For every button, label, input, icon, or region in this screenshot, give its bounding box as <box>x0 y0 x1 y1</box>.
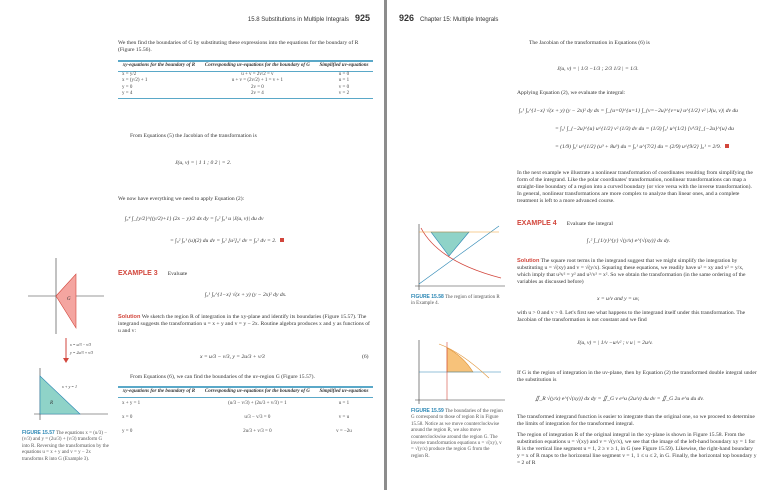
table-cell: x + y = 1 <box>122 401 141 406</box>
table-cell: v = u <box>338 414 350 420</box>
double-integral: ∬_R √(y/x) e^{√(xy)} dx dy = ∬_G v e^u (2u/v) du dv = ∬_G 2u e^u du dv. <box>535 396 704 402</box>
region-g <box>447 348 473 372</box>
g-region-paragraph: If G is the region of integration in the uv-plane, then by Equation (2) the transformed double integral under the substitution is <box>517 370 757 383</box>
transform-equations: x = u/v and y = uv, <box>597 296 640 302</box>
figure-label: FIGURE 15.57 <box>22 430 55 436</box>
example-4-integral: ∫₁² ∫_{1/y}^{y} √(y/x) e^{√(xy)} dx dy. <box>587 238 671 244</box>
eq-y-label: y = 2u/3 + v/3 <box>70 350 94 355</box>
boundary-table-2 <box>118 386 373 439</box>
region-r <box>40 376 80 414</box>
table-cell: v = −2u <box>336 428 352 434</box>
intro-paragraph: We then find the boundaries of G by substituting these expressions into the equations for the boundary of R (Figure 15.56). <box>118 40 359 53</box>
figure-label: FIGURE 15.58 <box>411 294 444 300</box>
table-cell: u + v = (2v/2) + 1 = v + 1 <box>231 78 284 83</box>
solution-label: Solution <box>517 258 540 264</box>
table-row <box>118 411 373 425</box>
table-cell: u = 1 <box>338 401 350 406</box>
figure-15-57 <box>20 256 112 428</box>
table-cell: u/3 − v/3 = 0 <box>244 414 271 420</box>
figure-15-58-caption <box>411 294 503 308</box>
integral-line-2-text: = ∫₀² ∫₀¹ (u)(2) du dv = ∫₀² [u²]₀¹ dv = ∫₀² dv = 2. <box>170 238 277 244</box>
table-cell: x = y/2 <box>122 71 137 77</box>
jacobian-equation-2: J(u, v) = | 1/3 −1/3 ; 2/3 1/3 | = 1/3. <box>557 66 639 72</box>
region-paragraph: The region of integration R of the original integral in the xy-plane is shown in Figure 15.58. From the substitution equations u = √(xy) and v = √(y/x), we see that the image of the left-hand boundary xy = 1 for R is the vertical line segment u = 1, 2 ≥ v ≥ 1, in G (see Figure 15.59). Likewise, the right-hand boundary y = x of R maps to the horizontal line segment v = 1, 1 ≤ u ≤ 2, in G. Finally, the horizontal top boundary y = 2 of R <box>517 432 757 466</box>
page-number: 925 <box>354 13 370 23</box>
applying-paragraph: Applying Equation (2), we evaluate the integral: <box>517 90 626 96</box>
table-cell: y = 4 <box>122 91 133 96</box>
figure-caption-text: The equations x = (u/3) − (v/3) and y = (2u/3) + (v/3) transform G into R. Reversing the transformation by the equations u = x + y and v = y − 2x transforms R into G (Example 3). <box>22 431 109 462</box>
running-head-text: 15.8 Substitutions in Multiple Integrals <box>247 17 349 23</box>
table-cell: y = 0 <box>122 84 133 90</box>
integral-line-1: ∫₀⁴ ∫_{y/2}^{(y/2)+1} (2x − y)/2 dx dy = ∫₀² ∫₀¹ u |J(u, v)| du dv <box>125 216 264 222</box>
solution-text: We sketch the region R of integration in the xy-plane and identify its boundaries (Figure 15.57). The integrand suggests the transformation u = x + y and v = y − 2x. Routine algebra produces x and y as functions of u and v: <box>118 314 370 334</box>
figure-15-59 <box>409 338 509 406</box>
solution-paragraph <box>118 314 373 335</box>
region-g <box>56 274 76 328</box>
table2-header-1: xy-equations for the boundary of R <box>118 387 200 397</box>
example-label: EXAMPLE 3 <box>118 270 158 277</box>
table-cell: v = 2 <box>338 91 350 96</box>
arrow-head-icon <box>63 358 69 363</box>
jacobian-equation: J(u, v) = | 1 1 ; 0 2 | = 2. <box>175 160 232 166</box>
example-label: EXAMPLE 4 <box>517 220 557 227</box>
table1-header-1: xy-equations for the boundary of R <box>118 61 200 71</box>
calc-line-2: = ∫₀¹ ∫_{−2u}^{u} u^{1/2} v² (1/3) dv du = (1/3) ∫₀¹ u^{1/2} [v³/3]_{−2u}^{u} du <box>555 126 734 132</box>
region-r-label: R <box>50 401 54 406</box>
figure-15-58 <box>409 222 509 292</box>
calc-line-3 <box>555 144 729 150</box>
solution-text: The square root terms in the integrand suggest that we might simplify the integration by substituting u = √(xy) and v = √(y/x). Squaring these equations, we readily have u² = xy and v² = y/x, which imply that u²v² = y² and u²/v² = x². So we obtain the transformation (in the same ordering of the variables as discussed before) <box>517 258 746 285</box>
table-row <box>118 91 373 98</box>
transform-paragraph: with u > 0 and v > 0. Let's first see what happens to the integrand itself under this transformation. The Jacobian of the transformation is not constant and we find <box>517 310 746 323</box>
line-label: x + y = 1 <box>62 384 77 389</box>
right-page <box>387 0 768 490</box>
figure-caption-text: The region of integration R in Example 4. <box>411 295 500 307</box>
solution-label: Solution <box>118 314 141 320</box>
figure-label: FIGURE 15.59 <box>411 408 444 414</box>
end-of-proof-icon <box>280 238 284 242</box>
eq-x-label: x = u/3 − v/3 <box>70 342 92 347</box>
example-task: Evaluate the integral <box>566 221 613 227</box>
table-cell: 2u/3 + v/3 = 0 <box>243 428 272 434</box>
table-cell: (u/3 − v/3) + (2u/3 + v/3) = 1 <box>228 401 287 406</box>
table-cell: y = 0 <box>122 428 133 434</box>
equation-6-number: (6) <box>362 354 369 360</box>
table2-header-3: Simplified uv-equations <box>315 387 373 397</box>
figure-caption-text: The boundaries of the region G correspond to those of region R in Figure 15.58. Notice as we move counterclockwise around the region R, we also move counterclockwise around the region G. The inverse transformation equations u = √(xy), v = √(y/x) produce the region G from the region R. <box>411 409 503 459</box>
table-row <box>118 397 373 411</box>
table-row <box>118 425 373 439</box>
figure-15-57-caption <box>22 430 110 463</box>
table-cell: u = 0 <box>338 71 350 77</box>
integral-line-2 <box>170 238 284 244</box>
from-paragraph: From Equations (6), we can find the boundaries of the uv-region G (Figure 15.57). <box>130 374 315 380</box>
now-paragraph: We now have everything we need to apply Equation (2): <box>118 196 245 202</box>
equation-6: x = u/3 − v/3, y = 2u/3 + v/3 <box>200 354 265 360</box>
table-cell: 2v = 0 <box>250 84 264 90</box>
jacobian-intro-2: The Jacobian of the transformation in Equations (6) is <box>529 40 650 46</box>
table1-header-2: Corresponding uv-equations for the boundary of G <box>200 61 315 71</box>
running-head-right <box>399 13 498 23</box>
jacobian-intro: From Equations (5) the Jacobian of the transformation is <box>130 133 257 139</box>
table-row <box>118 71 373 78</box>
table1-header-3: Simplified uv-equations <box>315 61 373 71</box>
figure-15-59-caption <box>411 408 503 460</box>
region-r <box>431 232 469 256</box>
example-3-integral: ∫₀¹ ∫₀^{1−x} √(x + y) (y − 2x)² dy dx. <box>205 292 287 298</box>
calc-line-3-text: = (1/9) ∫₀¹ u^{1/2} (u³ + 8u³) du = ∫₀¹ u^{7/2} du = (2/9) u^{9/2} ]₀¹ = 2/9. <box>555 144 722 150</box>
table2-header-2: Corresponding uv-equations for the boundary of G <box>200 387 315 397</box>
example-3-heading <box>118 270 187 277</box>
table-cell: u + v = 2v/2 = v <box>241 71 274 77</box>
page-number: 926 <box>399 13 415 23</box>
next-example-paragraph: In the next example we illustrate a nonlinear transformation of coordinates resulting from simplifying the form of the integrand. Like the polar coordinates' transformation, nonlinear transformations can map a straight-line boundary of a region into a curved boundary (or vice versa with the inverse transformation). In general, nonlinear transformations are more complex to analyze than linear ones, and a complete treatment is left to a more advanced course. <box>517 170 753 204</box>
table-cell: 2v = 4 <box>250 91 264 96</box>
example-4-heading <box>517 220 613 227</box>
example-task: Evaluate <box>167 271 188 277</box>
table-cell: x = 0 <box>122 414 133 420</box>
boundary-table-1 <box>118 60 373 99</box>
running-head-left <box>248 13 370 23</box>
calc-line-1: ∫₀¹ ∫₀^{1−x} √(x + y) (y − 2x)² dy dx = ∫_{u=0}^{u=1} ∫_{v=−2u}^{v=u} u^{1/2} v² |J(u, v)| dv du <box>519 108 738 114</box>
jacobian-equation-3: J(u, v) = | 1/v −u/v² ; v u | = 2u/v. <box>577 340 653 346</box>
table-cell: x = (y/2) + 1 <box>122 78 148 83</box>
running-head-text: Chapter 15: Multiple Integrals <box>420 17 499 23</box>
transformed-paragraph: The transformed integrand function is easier to integrate than the original one, so we proceed to determine the limits of integration for the transformed integral. <box>517 414 755 427</box>
table-cell: v = 0 <box>338 84 350 90</box>
solution-4-paragraph <box>517 258 757 286</box>
end-of-proof-icon <box>725 144 729 148</box>
region-g-label: G <box>67 297 71 302</box>
table-cell: u = 1 <box>338 78 350 83</box>
